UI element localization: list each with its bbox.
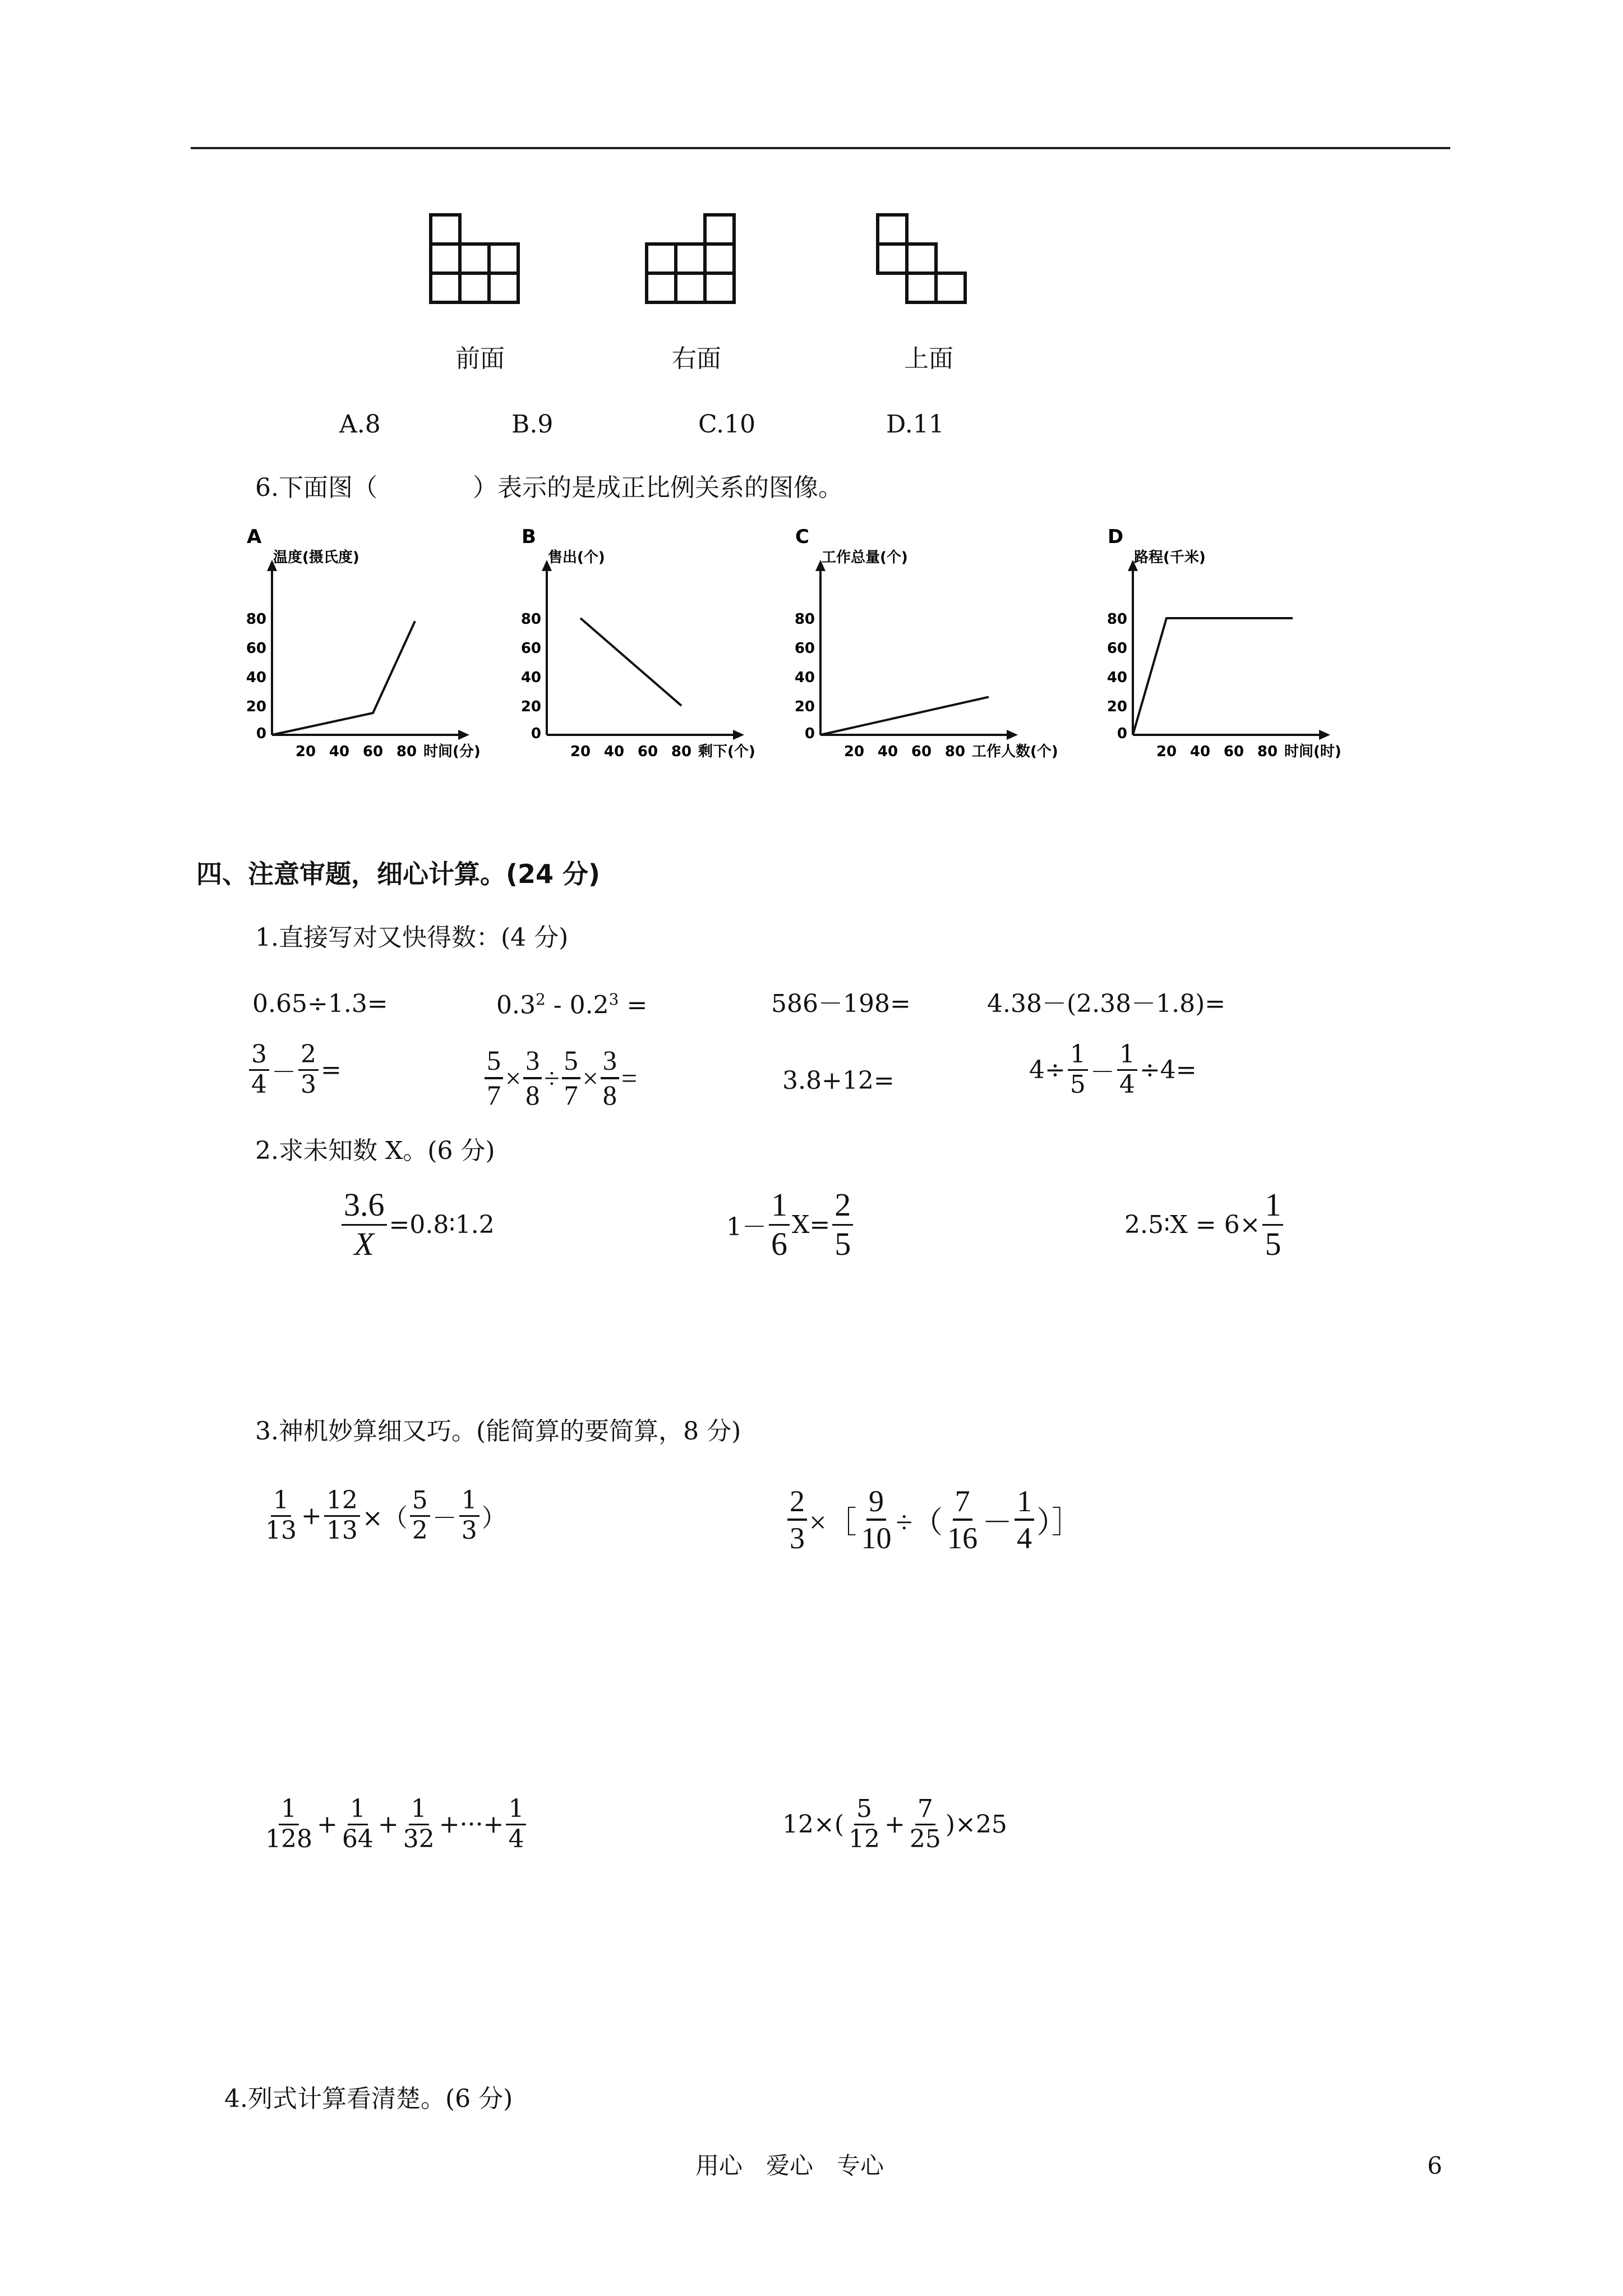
fraction — [298, 1041, 319, 1099]
q3-e2-c_d: 16 — [947, 1521, 978, 1556]
top-view-label: 上面 — [904, 344, 953, 373]
fraction — [459, 1487, 479, 1545]
q1-frac-expr-4 — [1029, 1041, 1197, 1099]
x-tick-label: 40 — [877, 743, 898, 760]
q3-e2-close: ）］ — [1036, 1505, 1082, 1539]
x-axis-label: 剩下(个) — [698, 743, 755, 760]
q1-f2-a_n: 5 — [485, 1045, 503, 1079]
q3-e2-open: ×［ — [809, 1505, 857, 1539]
y-tick-label: 80 — [1106, 611, 1127, 628]
q1-frac-expr-2 — [482, 1045, 637, 1111]
front-view-label: 前面 — [455, 344, 505, 373]
q1-f2-d_d: 8 — [602, 1079, 617, 1111]
fraction — [523, 1045, 542, 1111]
fraction — [562, 1045, 580, 1111]
x-axis-label: 时间(时) — [1284, 743, 1341, 760]
y-tick-label: 80 — [246, 611, 266, 628]
graph-letter: D — [1108, 526, 1124, 548]
q3-e4-plus: + — [884, 1810, 905, 1839]
q1-f1-b_d: 3 — [301, 1070, 316, 1099]
x-tick-label: 80 — [944, 743, 966, 760]
y-axis-label: 工作总量(个) — [822, 549, 908, 566]
q3-e3-c_d: 32 — [403, 1824, 435, 1853]
q3-e1-a_d: 13 — [265, 1516, 297, 1545]
x-axis-arrow — [1319, 730, 1330, 740]
q3-e1-c_d: 2 — [412, 1516, 428, 1545]
option-d: D.11 — [886, 410, 944, 439]
fraction — [769, 1186, 790, 1263]
x-tick-label: 40 — [603, 743, 625, 760]
q1-f1-eq: = — [321, 1055, 342, 1084]
x-axis-label: 时间(分) — [423, 743, 481, 760]
q3-e3-p1: + — [316, 1810, 338, 1839]
y-tick-label: 80 — [794, 611, 815, 628]
q1-e2-exp2: 3 — [608, 990, 619, 1009]
question-6 — [255, 473, 843, 502]
y-tick-label: 40 — [794, 669, 815, 686]
graph-b-svg — [522, 527, 802, 763]
graph-d-svg — [1108, 527, 1388, 763]
y-tick-label: 0 — [804, 725, 815, 742]
q3-e2-a_d: 3 — [790, 1521, 805, 1556]
q3-e3-p2: + — [377, 1810, 399, 1839]
section-4-title: 四、注意审题，细心计算。(24 分) — [196, 859, 601, 889]
q3-e4-b_n: 7 — [915, 1795, 935, 1825]
x-tick-label: 20 — [1156, 743, 1177, 760]
q3-e3-a_d: 128 — [265, 1824, 312, 1853]
q1-expr-2 — [496, 992, 647, 1018]
fraction — [340, 1795, 376, 1853]
q3-e3-b_d: 64 — [342, 1824, 374, 1853]
q1-e2-exp1: 2 — [535, 990, 546, 1009]
q3-e2-d_d: 4 — [1017, 1521, 1032, 1556]
y-tick-label: 40 — [520, 669, 541, 686]
y-tick-label: 60 — [1106, 640, 1127, 657]
q1-f2-eq: = — [621, 1062, 638, 1094]
x-tick-label: 60 — [911, 743, 932, 760]
x-tick-label: 60 — [362, 743, 384, 760]
q2-e3-n: 1 — [1262, 1186, 1283, 1226]
q2-e3-pre: 2.5∶X = 6× — [1124, 1210, 1261, 1239]
front-view-figure — [429, 213, 524, 309]
y-tick-label: 60 — [794, 640, 815, 657]
q3-e2-minus: － — [982, 1505, 1013, 1539]
q3-expr-4 — [782, 1795, 1007, 1853]
top-view-grid — [876, 213, 971, 309]
right-view-figure — [645, 213, 740, 309]
x-tick-label: 60 — [637, 743, 658, 760]
y-tick-label: 40 — [246, 669, 266, 686]
q3-e1-times: ×（ — [362, 1504, 408, 1533]
graph-c-svg — [795, 527, 1076, 763]
x-tick-label: 40 — [1189, 743, 1211, 760]
q3-e2-c_n: 7 — [953, 1484, 972, 1521]
q3-e1-close: ） — [481, 1504, 506, 1533]
q2-equation-2 — [726, 1186, 855, 1263]
option-c: C.10 — [698, 410, 756, 439]
q3-e4-pre: 12×( — [782, 1810, 845, 1839]
q2-e2-mid: X= — [792, 1210, 831, 1239]
y-tick-label: 40 — [1106, 669, 1127, 686]
q1-e2-eq: = — [619, 991, 648, 1020]
q3-e1-d_n: 1 — [459, 1487, 479, 1517]
x-tick-label: 80 — [671, 743, 692, 760]
graph-letter: B — [522, 526, 536, 548]
graph-letter: A — [247, 526, 262, 548]
y-tick-label: 20 — [246, 698, 266, 715]
fraction — [263, 1795, 315, 1853]
q1-e2-mid: - 0.2 — [545, 991, 609, 1020]
q1-f1-a_d: 4 — [251, 1070, 267, 1099]
question-6-prefix: 6.下面图（ — [255, 473, 377, 502]
q3-e2-a_n: 2 — [787, 1484, 807, 1521]
q1-f1-a_n: 3 — [249, 1041, 269, 1071]
fraction — [832, 1186, 853, 1263]
q3-e4-b_d: 25 — [909, 1824, 941, 1853]
option-a: A.8 — [339, 410, 381, 439]
q3-e3-b_n: 1 — [348, 1795, 368, 1825]
q1-f2-c_d: 7 — [564, 1079, 578, 1111]
q3-e3-c_n: 1 — [409, 1795, 429, 1825]
q3-e2-b_d: 10 — [861, 1521, 892, 1556]
q1-expr-3: 586－198= — [771, 990, 911, 1018]
q2-e2-b_d: 5 — [834, 1225, 851, 1262]
y-tick-label: 0 — [531, 725, 541, 742]
q3-expr-2 — [785, 1484, 1082, 1556]
q2-title: 2.求未知数 X。(6 分) — [255, 1137, 495, 1165]
y-tick-label: 80 — [520, 611, 541, 628]
q1-f4-post: ÷4= — [1139, 1055, 1197, 1084]
fraction — [601, 1045, 619, 1111]
q3-e1-minus: － — [432, 1504, 457, 1533]
question-6-suffix: ）表示的是成正比例关系的图像。 — [472, 473, 843, 502]
q1-f4-b_d: 4 — [1119, 1070, 1135, 1099]
page-number: 6 — [1427, 2152, 1442, 2179]
y-tick-label: 60 — [246, 640, 266, 657]
q3-e4-a_n: 5 — [854, 1795, 874, 1825]
q4-title: 4.列式计算看清楚。(6 分) — [224, 2085, 513, 2113]
series-line — [1133, 618, 1293, 735]
q1-f1-op: － — [271, 1058, 296, 1087]
q1-f4-a_d: 5 — [1069, 1070, 1086, 1099]
q3-e3-d_n: 1 — [506, 1795, 526, 1825]
right-view-grid — [645, 213, 740, 309]
q1-f2-op1: × — [505, 1062, 522, 1094]
y-axis-label: 温度(摄氏度) — [273, 549, 359, 566]
fraction — [1068, 1041, 1088, 1099]
q1-f1-b_n: 2 — [298, 1041, 319, 1071]
fraction — [1262, 1186, 1283, 1263]
q3-e1-b_n: 12 — [324, 1487, 360, 1517]
q1-f4-a_n: 1 — [1068, 1041, 1088, 1071]
q3-e2-b_n: 9 — [866, 1484, 886, 1521]
q1-f4-op: － — [1090, 1058, 1115, 1087]
fraction — [324, 1487, 360, 1545]
graph-b — [522, 527, 802, 765]
y-tick-label: 20 — [1106, 698, 1127, 715]
right-view-label: 右面 — [672, 344, 721, 373]
q3-e2-d_n: 1 — [1015, 1484, 1034, 1521]
q1-f2-b_d: 8 — [525, 1079, 540, 1111]
x-tick-label: 40 — [329, 743, 350, 760]
q1-f2-a_d: 7 — [487, 1079, 501, 1111]
q3-expr-1 — [261, 1487, 506, 1545]
y-axis-label: 路程(千米) — [1134, 549, 1206, 566]
graph-c — [795, 527, 1076, 765]
q2-e3-d: 5 — [1265, 1225, 1281, 1262]
q2-equation-1 — [339, 1186, 495, 1263]
graph-a-svg — [247, 527, 527, 763]
x-tick-label: 20 — [570, 743, 591, 760]
fraction — [859, 1484, 893, 1556]
q1-e2-base1: 0.3 — [496, 991, 536, 1020]
graph-letter: C — [795, 526, 809, 548]
q1-f2-d_n: 3 — [601, 1045, 619, 1079]
q1-f2-c_n: 5 — [562, 1045, 580, 1079]
q3-e3-d_d: 4 — [508, 1824, 524, 1853]
q2-equation-3 — [1124, 1186, 1285, 1263]
fraction — [401, 1795, 437, 1853]
q1-expr-7: 3.8+12= — [782, 1066, 895, 1095]
fraction — [1015, 1484, 1034, 1556]
x-axis-arrow — [458, 730, 469, 740]
q3-e2-div: ÷（ — [896, 1505, 943, 1539]
q1-f4-b_n: 1 — [1117, 1041, 1137, 1071]
q2-e1-d: X — [354, 1225, 374, 1262]
y-tick-label: 20 — [520, 698, 541, 715]
q3-expr-3 — [261, 1795, 528, 1853]
x-axis-arrow — [733, 730, 744, 740]
q3-e3-a_n: 1 — [279, 1795, 299, 1825]
q3-e3-dots: +···+ — [439, 1810, 504, 1839]
y-tick-label: 0 — [1117, 725, 1127, 742]
graph-a — [247, 527, 527, 765]
fraction — [846, 1795, 882, 1853]
fraction — [506, 1795, 526, 1853]
y-tick-label: 20 — [794, 698, 815, 715]
fraction — [1117, 1041, 1137, 1099]
series-line — [272, 621, 415, 735]
q2-e2-b_n: 2 — [832, 1186, 853, 1226]
y-tick-label: 60 — [520, 640, 541, 657]
option-b: B.9 — [511, 410, 554, 439]
x-axis-arrow — [1007, 730, 1018, 740]
q3-e1-plus: + — [301, 1501, 322, 1530]
q3-e4-post: )×25 — [945, 1810, 1007, 1839]
front-view-grid — [429, 213, 524, 309]
top-view-figure — [876, 213, 971, 309]
fraction — [787, 1484, 807, 1556]
q3-e4-a_d: 12 — [849, 1824, 880, 1853]
fraction — [907, 1795, 943, 1853]
q2-e1-n: 3.6 — [342, 1186, 387, 1226]
series-line — [580, 618, 681, 706]
q1-f4-pre: 4÷ — [1029, 1055, 1066, 1084]
x-tick-label: 60 — [1223, 743, 1244, 760]
q3-e1-a_n: 1 — [271, 1487, 291, 1517]
x-axis-label: 工作人数(个) — [972, 743, 1058, 760]
y-tick-label: 0 — [256, 725, 266, 742]
x-tick-label: 20 — [295, 743, 316, 760]
x-tick-label: 80 — [1257, 743, 1278, 760]
fraction — [485, 1045, 503, 1111]
q2-e2-a_n: 1 — [769, 1186, 790, 1226]
q3-e1-b_d: 13 — [326, 1516, 358, 1545]
q1-f2-op2: ÷ — [544, 1062, 560, 1094]
fraction — [249, 1041, 269, 1099]
fraction — [263, 1487, 299, 1545]
q1-expr-1: 0.65÷1.3= — [252, 990, 388, 1018]
q3-e1-c_n: 5 — [410, 1487, 430, 1517]
y-axis-label: 售出(个) — [548, 549, 605, 566]
q3-e1-d_d: 3 — [461, 1516, 477, 1545]
q1-frac-expr-1 — [247, 1041, 342, 1099]
fraction — [342, 1186, 387, 1263]
q3-title: 3.神机妙算细又巧。(能简算的要简算，8 分) — [255, 1417, 741, 1446]
q1-f2-b_n: 3 — [523, 1045, 542, 1079]
fraction — [410, 1487, 430, 1545]
q1-expr-4: 4.38－(2.38－1.8)= — [987, 990, 1226, 1018]
fraction — [945, 1484, 980, 1556]
q1-f2-op3: × — [582, 1062, 598, 1094]
q1-title: 1.直接写对又快得数：(4 分) — [255, 923, 569, 952]
q2-e2-pre: 1－ — [726, 1213, 767, 1242]
header-rule — [191, 147, 1450, 149]
graph-d — [1108, 527, 1388, 765]
footer-text: 用心 爱心 专心 — [695, 2152, 884, 2179]
x-tick-label: 80 — [396, 743, 417, 760]
q2-e1-rest: =0.8∶1.2 — [389, 1210, 495, 1239]
series-line — [820, 697, 989, 735]
x-tick-label: 20 — [843, 743, 865, 760]
q2-e2-a_d: 6 — [771, 1225, 787, 1262]
